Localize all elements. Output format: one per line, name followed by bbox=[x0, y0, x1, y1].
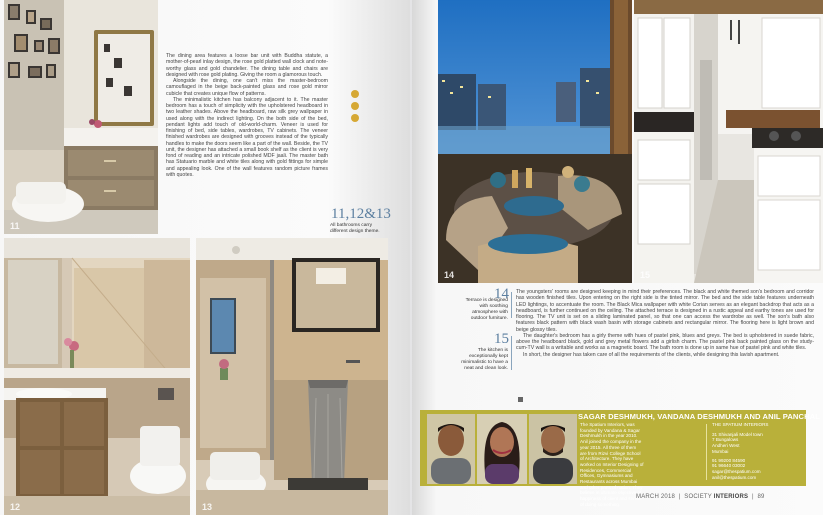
contact-email: anil@thespatium.com bbox=[712, 474, 757, 480]
contact-phone: 91 96640 03002 bbox=[712, 463, 746, 469]
left-body-text bbox=[166, 53, 328, 178]
body-paragraph: The dining area features a loose bar unit with Buddha statute, a mother-of-pearl inlay design, the rose gold platted wall clock and note-worthy glass and gold chandelier. The dining table and chairs are designed with rose gold plating. Giving the room a glamorous touch. bbox=[166, 53, 328, 78]
bio-names: SAGAR DESHMUKH, VANDANA DESHMUKH AND ANIL PANCHAL bbox=[578, 412, 820, 421]
portrait-sagar bbox=[427, 414, 475, 484]
body-paragraph: Alongside the dining, one can't miss the master-bedroom camouflaged in the beige back-painted glass and rose gold mirror cubicle that creates unique flow of patterns. bbox=[166, 78, 328, 97]
bio-contact bbox=[712, 422, 804, 480]
portrait-anil bbox=[529, 414, 577, 484]
photo-terrace bbox=[438, 0, 632, 283]
contact-address-line: 31 Shivanjali Model town bbox=[712, 431, 763, 437]
bio-divider bbox=[706, 424, 707, 480]
page-footer: MARCH 2018 | SOCIETY INTERIORS | 89 bbox=[636, 494, 765, 500]
contact-company: THE SPATIUM INTERIORS bbox=[712, 422, 769, 427]
caption-number: 11,12&13 bbox=[331, 206, 391, 222]
photo-number: 14 bbox=[444, 270, 455, 280]
gold-dot-icon bbox=[351, 102, 359, 110]
footer-society: SOCIETY bbox=[684, 494, 712, 500]
body-paragraph: The daughter's bedroom has a girly theme with hues of pastel pink, blues and greys. The bed is upholstered in suede fabric, above the headboard black, gold and grey metal flowers add a girlish charm. The pastel pink back painted glass on the study-cum-TV wall is a writable and works as a magnetic board. The bath room is done up in same hue of pastel pink and white tiles. bbox=[516, 332, 814, 352]
left-page bbox=[0, 0, 410, 515]
end-square-icon bbox=[518, 397, 523, 402]
footer-page-number: 89 bbox=[757, 494, 765, 500]
contact-address-line: Andheri West bbox=[712, 443, 740, 449]
decorative-dots bbox=[351, 90, 361, 126]
right-body-text bbox=[516, 289, 814, 358]
photo-number: 12 bbox=[10, 502, 21, 512]
gold-dot-icon bbox=[351, 114, 359, 122]
footer-month: MARCH 2018 bbox=[636, 494, 676, 500]
photo-bathroom-marble bbox=[4, 238, 190, 515]
photo-kitchen bbox=[634, 0, 823, 283]
photo-number: 11 bbox=[10, 221, 20, 231]
caption-text: The kitchen is exceptionally kept minimalistic to have a neat and clean look. bbox=[461, 348, 508, 371]
contact-address-line: 7 Bungalows bbox=[712, 437, 739, 443]
contact-address-line: Mumbai bbox=[712, 448, 729, 454]
bio-description: The Spatium Interiors, was founded by Vandana & Sagar Deshmukh in the year 2010. Anil joined the company in the year 2015. All three of them are from Rizvi College School of Architecture. They have worked on Interior Designing of Residences, Commercial Offices, Gymnasiums and Restaurants across Mumbai and other parts of nation. They believe in ultimate objective of happiness of client and sense of doing something. bbox=[580, 422, 644, 507]
photo-bathroom-frames bbox=[4, 0, 158, 234]
caption-text: All bathrooms carry different design theme. bbox=[330, 223, 380, 234]
contact-phone: 91 99200 84590 bbox=[712, 457, 746, 463]
photo-number: 13 bbox=[202, 502, 213, 512]
contact-email: sagar@thespatium.com bbox=[712, 468, 761, 474]
caption-number: 15 bbox=[494, 331, 509, 347]
body-paragraph: The youngsters' rooms are designed keeping in mind their preferences. The black and white themed son's bedroom and corridor has wooden finished tiles. Upon entering on the right side is the tinted mirror. The bed and the side table features underneath LED lightings, to accentuate the room. The Black Mica wallpaper with white Corian serves as an elegant backdrop that acts as a headboard, is further continued on the ceiling. The attached terrace is designed in a rustic appeal and earthy tones are used for flooring. The TV unit is set on a sliding laminated panel, so that one can access the wardrobe as well. The son's bath also features black pattern with black wash basin with storage cabinets and rectangular mirror. The flooring here is light brown and beige glossy tiles. bbox=[516, 289, 814, 333]
photo-bathroom-stone-basin bbox=[196, 238, 388, 515]
caption-divider bbox=[511, 292, 512, 318]
photo-number: 15 bbox=[640, 270, 651, 280]
body-paragraph: In short, the designer has taken care of all the requirements of the clients, while designing this lavish apartment. bbox=[523, 351, 780, 358]
portrait-vandana bbox=[477, 414, 527, 484]
gold-dot-icon bbox=[351, 90, 359, 98]
caption-divider bbox=[511, 336, 512, 370]
caption-number: 14 bbox=[494, 286, 509, 302]
body-paragraph: The minimalistic kitchen has balcony adjacent to it. The master bedroom has a touch of simplicity with the upholstered headboard in two leather shades. Above the headboard, raw silk grey wallpaper in used along with the indirect lighting. On the both side of the bed, pendant lights add touch of old-world-charm. Veneer is used for finishing of bed, side tables, wardrobes, TV cabinets. The veneer finished wardrobes are designed with grooves instead of the typically handles to make the doors seem like a part of the wall. Beside, the TV unit, the designer has attached a small book shelf as the client is very fond of reading and an intricate polished MDF jaali. The master bath has Statuario marble and white tiles along with gold fittings for simple and appealing look. One of the wall features random picture frames with quotes. bbox=[166, 96, 328, 178]
footer-magazine: INTERIORS bbox=[713, 494, 749, 500]
caption-text: Terrace is designed with soothing atmosphere with outdoor furniture. bbox=[465, 298, 508, 321]
